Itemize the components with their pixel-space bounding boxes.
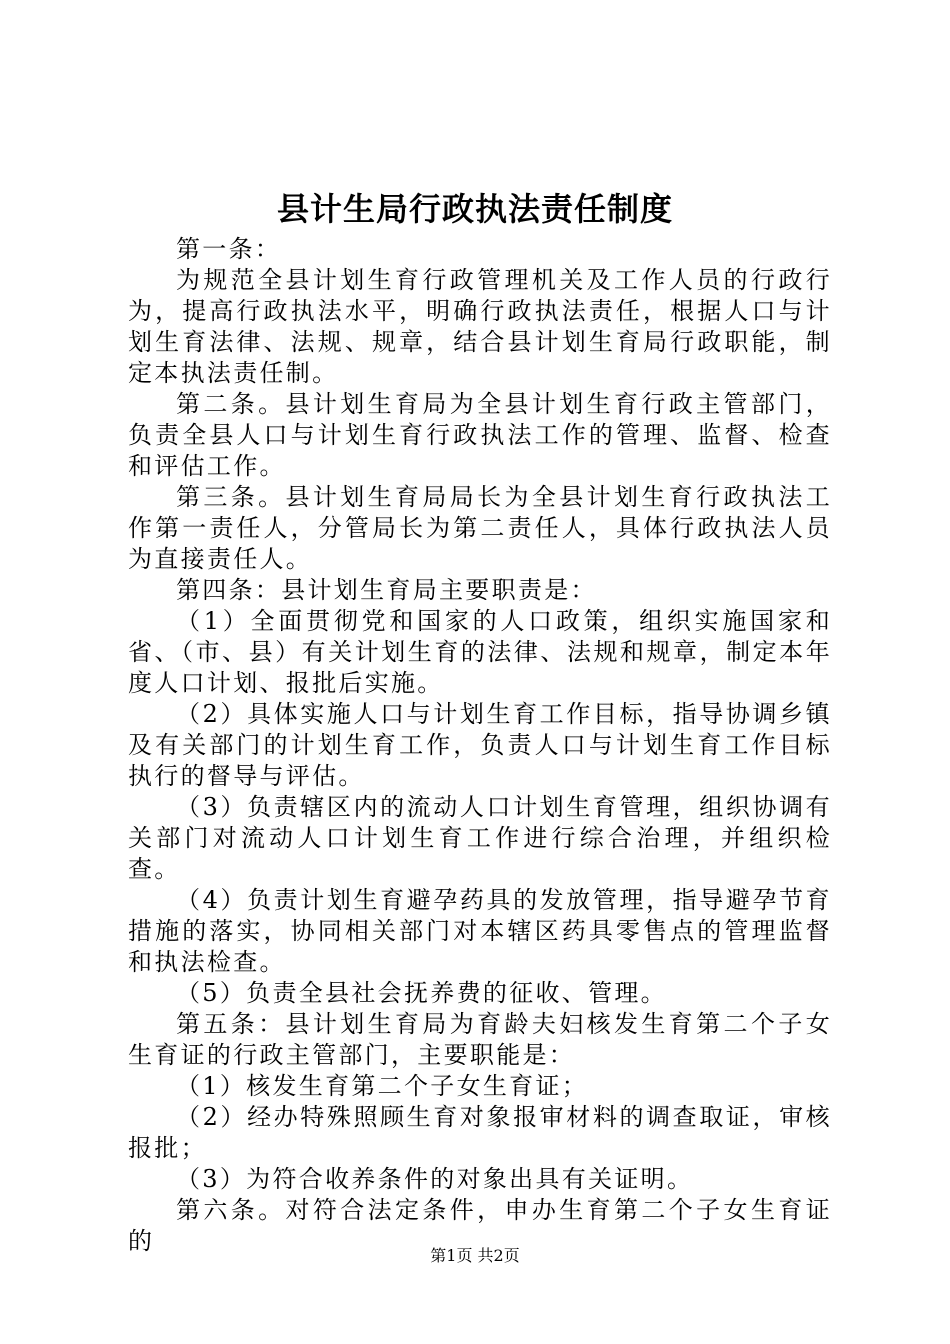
document-body [128,234,832,1257]
paragraph-article-1: 为规范全县计划生育行政管理机关及工作人员的行政行为，提高行政执法水平，明确行政执法责任，根据人口与计划生育法律、法规、规章，结合县计划生育局行政职能，制定本执法责任制。 [128,266,832,387]
paragraph-article-2: 第二条。县计划生育局为全县计划生育行政主管部门，负责全县人口与计划生育行政执法工作的管理、监督、检查和评估工作。 [128,390,832,480]
paragraph-article-5: 第五条：县计划生育局为育龄夫妇核发生育第二个子女生育证的行政主管部门，主要职能是： [128,1010,832,1069]
paragraph-article-5-item-1: （1）核发生育第二个子女生育证； [176,1072,589,1100]
paragraph-article-1-heading: 第一条： [176,235,282,263]
paragraph-article-4-item-4: （4）负责计划生育避孕药具的发放管理，指导避孕节育措施的落实，协同相关部门对本辖区药具零售点的管理监督和执法检查。 [128,886,832,976]
paragraph-article-3: 第三条。县计划生育局局长为全县计划生育行政执法工作第一责任人，分管局长为第二责任人，具体行政执法人员为直接责任人。 [128,483,832,573]
paragraph-article-4-item-1: （1）全面贯彻党和国家的人口政策，组织实施国家和省、（市、县）有关计划生育的法律、法规和规章，制定本年度人口计划、报批后实施。 [128,607,832,697]
paragraph-article-5-item-2: （2）经办特殊照顾生育对象报审材料的调查取证，审核报批； [128,1103,832,1162]
paragraph-article-5-item-3: （3）为符合收养条件的对象出具有关证明。 [176,1165,694,1193]
paragraph-article-6: 第六条。对符合法定条件，申办生育第二个子女生育证的 [128,1196,832,1255]
paragraph-article-4-item-3: （3）负责辖区内的流动人口计划生育管理，组织协调有关部门对流动人口计划生育工作进行综合治理，并组织检查。 [128,793,832,883]
paragraph-article-4: 第四条：县计划生育局主要职责是： [176,576,597,604]
paragraph-article-4-item-2: （2）具体实施人口与计划生育工作目标，指导协调乡镇及有关部门的计划生育工作，负责人口与计划生育工作目标执行的督导与评估。 [128,700,832,790]
paragraph-article-4-item-5: （5）负责全县社会抚养费的征收、管理。 [176,979,667,1007]
document-title: 县计生局行政执法责任制度 [276,190,673,228]
page-number-footer: 第1页 共2页 [430,1246,520,1265]
